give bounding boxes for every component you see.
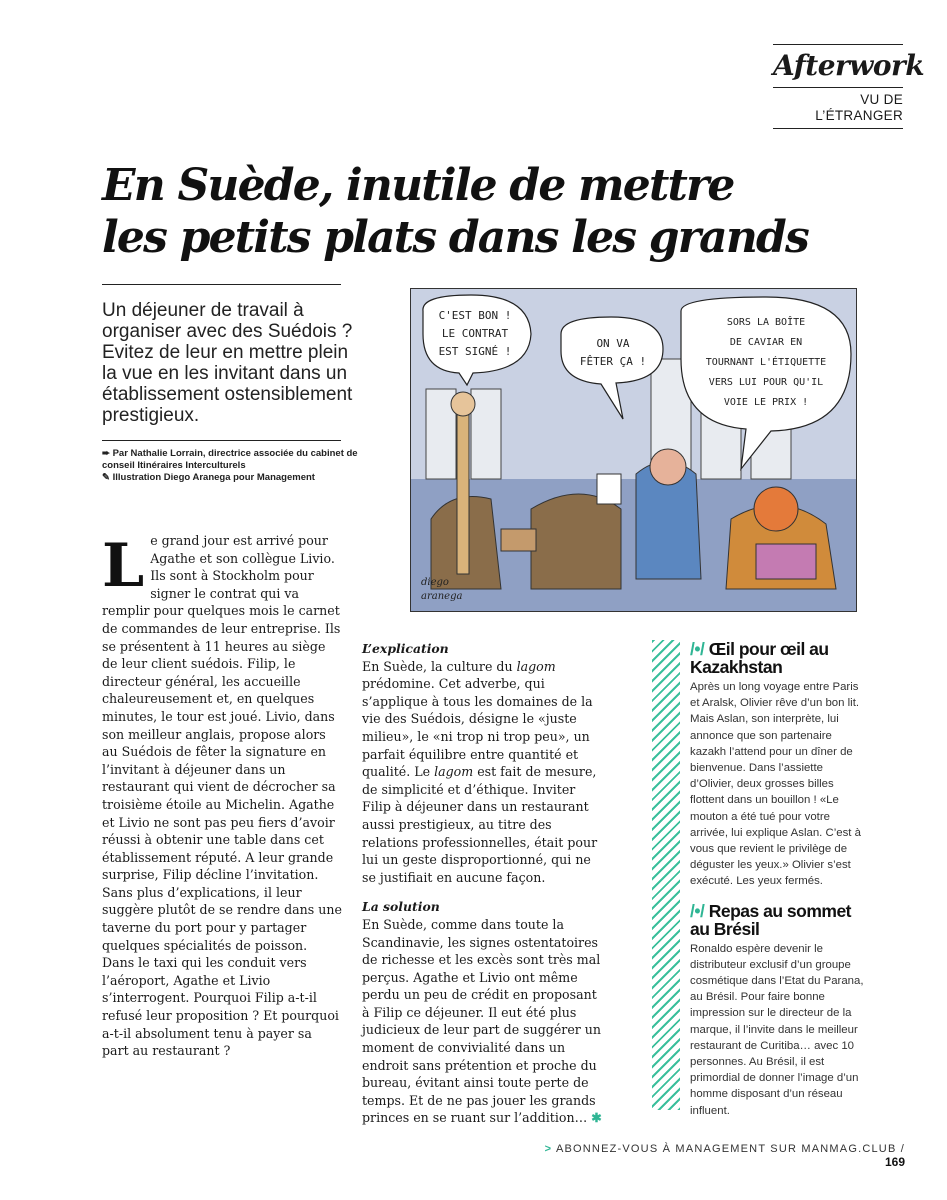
solution-text: En Suède, comme dans toute la Scandinavie, les signes ostentatoires de richesse et les excès sont très mal perçus. Agathe et Livio ont même perdu un peu de crédit en proposant à Filip ce déjeuner. Il eut été plus judicieux de leur part de suggérer un moment de convivialité dans un endroit sans prétention et proche du bureau, évitant ainsi toute perte de temps. Et de ne pas jouer les grands princes en se ruant sur l’addition… xyxy=(362,916,602,1126)
sidebar-item2-text: Ronaldo espère devenir le distributeur exclusif d’un groupe cosmétique dans l’Etat du Parana, au Brésil. Pour faire bonne impression sur le directeur de la marque, il l’invite dans le meilleur restaurant de Curitiba… avec 10 personnes. Au Brésil, il est primordial de donner l’image d’un homme disposant d’un réseau influent. xyxy=(690,942,864,1117)
headline-line2: les petits plats dans les grands xyxy=(102,212,808,263)
section-title: Afterwork xyxy=(773,49,925,82)
lagom-term-1: lagom xyxy=(516,658,556,674)
solution-heading: La solution xyxy=(362,899,440,915)
end-mark-icon: ✱ xyxy=(591,1110,602,1126)
explication-text-3: est fait de mesure, de simplicité et d’éthique. Inviter Filip à déjeuner dans un restaurant aussi prestigieux, au titre des relations professionnelles, était pour lui un geste disproportionné, qui ne se justifiait en aucune façon. xyxy=(362,764,598,885)
bubble3-line4: VERS LUI POUR QU'IL xyxy=(708,377,824,388)
sidebar-item1-title-text: Œil pour œil au Kazakhstan xyxy=(690,639,829,677)
sidebar-item1-text: Après un long voyage entre Paris et Aralsk, Olivier rêve d’un bon lit. Mais Aslan, son interprète, lui annonce que son partenaire kazakh l’attend pour un dîner de bienvenue. Dans l’assiette d’Olivier, deux grosses billes flottent dans un bouillon ! «Le mouton a été tué pour votre arrivée, lui explique Aslan. C’est à vous que revient le privilège de déguster les yeux.» Olivier s’est exécuté. Les yeux fermés. xyxy=(690,681,861,888)
sidebar-stripes xyxy=(652,640,680,1110)
section-rubric xyxy=(773,44,925,129)
bubble1-line3: EST SIGNÉ ! xyxy=(438,345,512,358)
sidebar-item1-title xyxy=(690,640,865,676)
section-subtitle-line2: L’ÉTRANGER xyxy=(815,108,903,123)
section-subtitle xyxy=(773,87,903,124)
author-credit: ➨ Par Nathalie Lorrain, directrice associée du cabinet de conseil Itinéraires Interculturels xyxy=(102,448,358,471)
article-body-column-2 xyxy=(362,640,604,1139)
bubble1-line2: LE CONTRAT xyxy=(441,327,509,340)
explication-text-2: prédomine. Cet adverbe, qui s’applique à tous les domaines de la vie des Suédois, désigne le «juste milieu», le «ni trop ni trop peu», un parfait équilibre entre quantité et qualité. Le xyxy=(362,676,593,780)
headline-line1: En Suède, inutile de mettre xyxy=(102,160,734,211)
illustration-credit: ✎ Illustration Diego Aranega pour Management xyxy=(102,472,315,483)
bubble2-line2: FÊTER ÇA ! xyxy=(579,355,647,368)
article-body-column-1 xyxy=(102,532,342,1060)
bubble2-line1: ON VA xyxy=(596,337,630,350)
solution-paragraph xyxy=(362,916,604,1127)
sidebar-mark-icon: /•/ xyxy=(690,900,705,921)
cartoon-illustration xyxy=(410,288,857,612)
sidebar-item2-title-text: Repas au sommet au Brésil xyxy=(690,900,852,939)
page-number: 169 xyxy=(884,1155,905,1169)
explication-text-1: En Suède, la culture du xyxy=(362,658,517,674)
credits-divider xyxy=(102,440,341,441)
bubble1-line1: C'EST BON ! xyxy=(438,309,512,322)
intro-divider xyxy=(102,284,341,285)
section-subtitle-line1: VU DE xyxy=(860,92,903,107)
article-headline xyxy=(102,160,862,264)
article-intro: Un déjeuner de travail à organiser avec des Suédois ? Evitez de leur en mettre plein la vue en les invitant dans un établissement ostensiblement prestigieux. xyxy=(102,300,353,426)
artist-signature-1: diego xyxy=(421,577,449,588)
bubble3-line5: VOIE LE PRIX ! xyxy=(723,397,809,408)
cartoon-drawing xyxy=(411,289,856,611)
article-credits xyxy=(102,448,362,484)
bubble3-line2: DE CAVIAR EN xyxy=(729,337,803,348)
bubble3-line1: SORS LA BOÎTE xyxy=(726,317,806,328)
sidebar-item2-title xyxy=(690,902,865,938)
sidebar xyxy=(690,640,865,1131)
footer-arrow-icon: > xyxy=(544,1143,553,1155)
article-body-text: e grand jour est arrivé pour Agathe et son collègue Livio. Ils sont à Stockholm pour signer le contrat qui va remplir pour quelques mois le carnet de commandes de leur entreprise. Ils se présentent à 11 heures au siège de leur client suédois. Filip, le directeur général, les accueille chaleureusement et, en quelques minutes, le tour est joué. Livio, dans son meilleur anglais, propose alors au Suédois de fêter la signature en l’invitant à déjeuner dans un restaurant qui vient de décrocher sa troisième étoile au Michelin. Agathe et Livio ne sont pas peu fiers d’avoir réussi à obtenir une table dans cet établissement réputé. A leur grande surprise, Filip décline l’invitation. Sans plus d’explications, il leur suggère plutôt de se rendre dans une taverne du port pour y partager quelques spécialités de poisson. Dans le taxi qui les conduit vers l’aéroport, Agathe et Livio s’interrogent. Pourquoi Filip a-t-il refusé leur proposition ? Et pourquoi a-t-il absolument tenu à payer sa part au restaurant ? xyxy=(102,533,342,1059)
page-footer xyxy=(520,1143,905,1169)
explication-heading: L’explication xyxy=(362,641,449,656)
sidebar-mark-icon: /•/ xyxy=(690,639,705,659)
artist-signature-2: aranega xyxy=(421,591,463,602)
drop-cap: L xyxy=(102,531,145,601)
explication-paragraph xyxy=(362,658,604,887)
subscribe-link[interactable]: ABONNEZ-VOUS À MANAGEMENT SUR MANMAG.CLUB / xyxy=(555,1143,905,1155)
lagom-term-2: lagom xyxy=(434,764,474,780)
bubble3-line3: TOURNANT L'ÉTIQUETTE xyxy=(705,357,827,368)
